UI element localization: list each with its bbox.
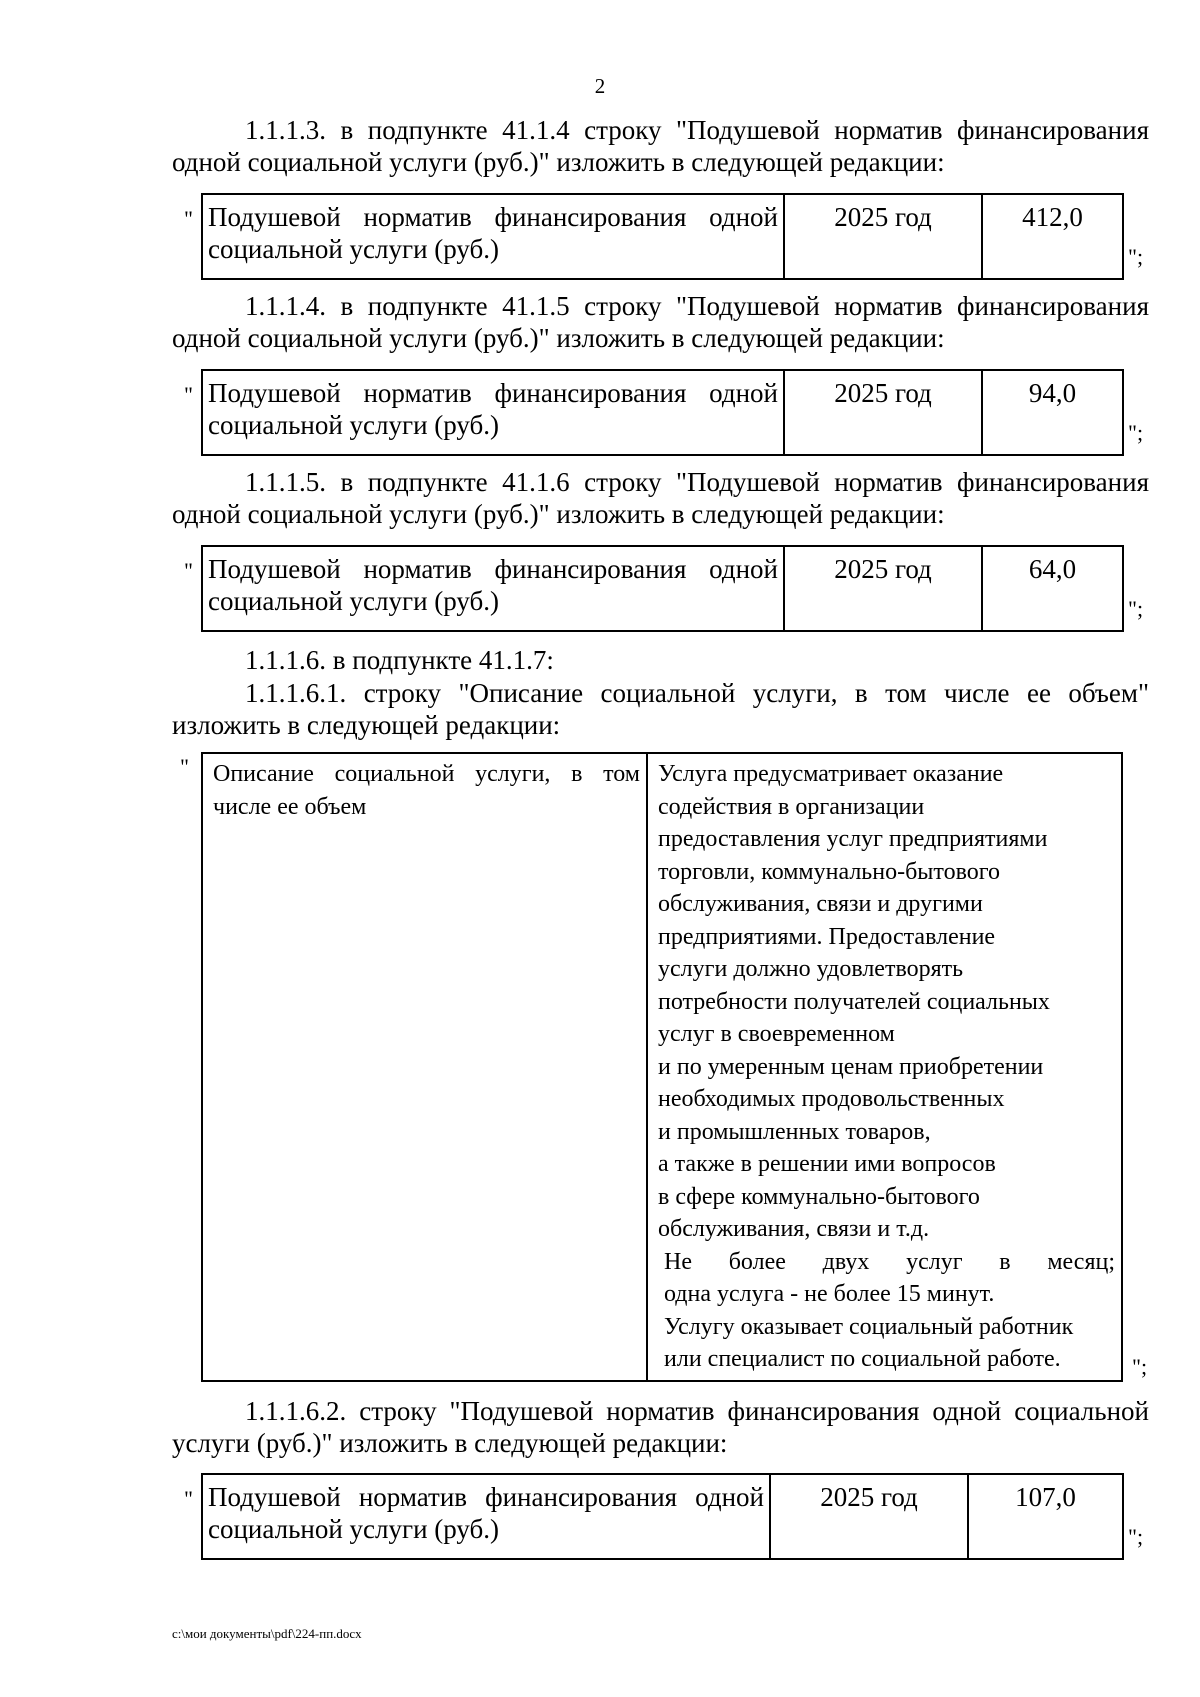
opening-quote: ": [184, 382, 193, 407]
norm-table-94: [201, 369, 1124, 456]
closing-quote: ";: [1128, 420, 1144, 445]
page-number: 2: [594, 74, 606, 98]
description-line: содействия в организации: [658, 793, 925, 820]
norm-year: 2025 год: [784, 194, 982, 279]
description-line: и по умеренным ценам приобретении: [658, 1053, 1044, 1080]
opening-quote: ": [184, 206, 193, 231]
paragraph-1-1-1-3: 1.1.1.3. в подпункте 41.1.4 строку "Подушевой норматив финансирования одной социальной услуги (руб.)" изложить в следующей редакции:: [172, 115, 1149, 177]
paragraph-1-1-1-6-1: 1.1.1.6.1. строку "Описание социальной услуги, в том числе ее объем" изложить в следующей редакции:: [172, 678, 1149, 740]
description-line: а также в решении ими вопросов: [658, 1151, 996, 1177]
paragraph-1-1-1-6: 1.1.1.6. в подпункте 41.1.7:: [245, 645, 554, 675]
description-table: [201, 752, 1123, 1382]
description-text: [647, 753, 1122, 1381]
paragraph-1-1-1-5: 1.1.1.5. в подпункте 41.1.6 строку "Подушевой норматив финансирования одной социальной услуги (руб.)" изложить в следующей редакции:: [172, 467, 1149, 529]
file-path-footer: c:\мои документы\pdf\224-пп.docx: [172, 1626, 362, 1641]
description-line: предприятиями. Предоставление: [658, 923, 996, 950]
description-line: необходимых продовольственных: [658, 1086, 1005, 1112]
norm-value: 412,0: [982, 194, 1123, 279]
norm-table-412: [201, 193, 1124, 280]
description-line: в сфере коммунально-бытового: [658, 1183, 980, 1210]
description-line: Услуга предусматривает оказание: [658, 761, 1004, 787]
norm-year: 2025 год: [770, 1474, 968, 1559]
description-line: обслуживания, связи и т.д.: [658, 1216, 930, 1242]
description-line: или специалист по социальной работе.: [664, 1346, 1061, 1372]
norm-label: Подушевой норматив финансирования одной социальной услуги (руб.): [202, 194, 784, 279]
description-line: торговли, коммунально-бытового: [658, 858, 1000, 885]
norm-table-64: [201, 545, 1124, 632]
paragraph-1-1-1-6-2: 1.1.1.6.2. строку "Подушевой норматив финансирования одной социальной услуги (руб.)" изложить в следующей редакции:: [172, 1396, 1149, 1458]
opening-quote: ": [180, 754, 189, 779]
description-line: потребности получателей социальных: [658, 988, 1050, 1015]
description-line: предоставления услуг предприятиями: [658, 826, 1048, 852]
closing-quote: ";: [1128, 244, 1144, 269]
description-line: и промышленных товаров,: [658, 1118, 931, 1145]
opening-quote: ": [184, 1486, 193, 1511]
description-line: услуг в своевременном: [658, 1021, 895, 1047]
norm-value: 94,0: [982, 370, 1123, 455]
norm-value: 64,0: [982, 546, 1123, 631]
norm-table-107: [201, 1473, 1124, 1560]
description-line: обслуживания, связи и другими: [658, 891, 983, 917]
opening-quote: ": [184, 558, 193, 583]
norm-label: Подушевой норматив финансирования одной социальной услуги (руб.): [202, 546, 784, 631]
description-line: Услугу оказывает социальный работник: [664, 1313, 1074, 1340]
norm-value: 107,0: [968, 1474, 1123, 1559]
norm-year: 2025 год: [784, 370, 982, 455]
description-line: Не более двух услуг в месяц;: [664, 1248, 1115, 1275]
closing-quote: ";: [1128, 596, 1144, 621]
norm-label: Подушевой норматив финансирования одной социальной услуги (руб.): [202, 1474, 770, 1559]
closing-quote: ";: [1132, 1354, 1148, 1379]
description-label: Описание социальной услуги, в том числе ее объем: [202, 753, 647, 1381]
norm-year: 2025 год: [784, 546, 982, 631]
norm-label: Подушевой норматив финансирования одной социальной услуги (руб.): [202, 370, 784, 455]
description-line: одна услуга - не более 15 минут.: [664, 1281, 995, 1307]
closing-quote: ";: [1128, 1524, 1144, 1549]
paragraph-1-1-1-4: 1.1.1.4. в подпункте 41.1.5 строку "Подушевой норматив финансирования одной социальной услуги (руб.)" изложить в следующей редакции:: [172, 291, 1149, 353]
description-line: услуги должно удовлетворять: [658, 956, 964, 982]
